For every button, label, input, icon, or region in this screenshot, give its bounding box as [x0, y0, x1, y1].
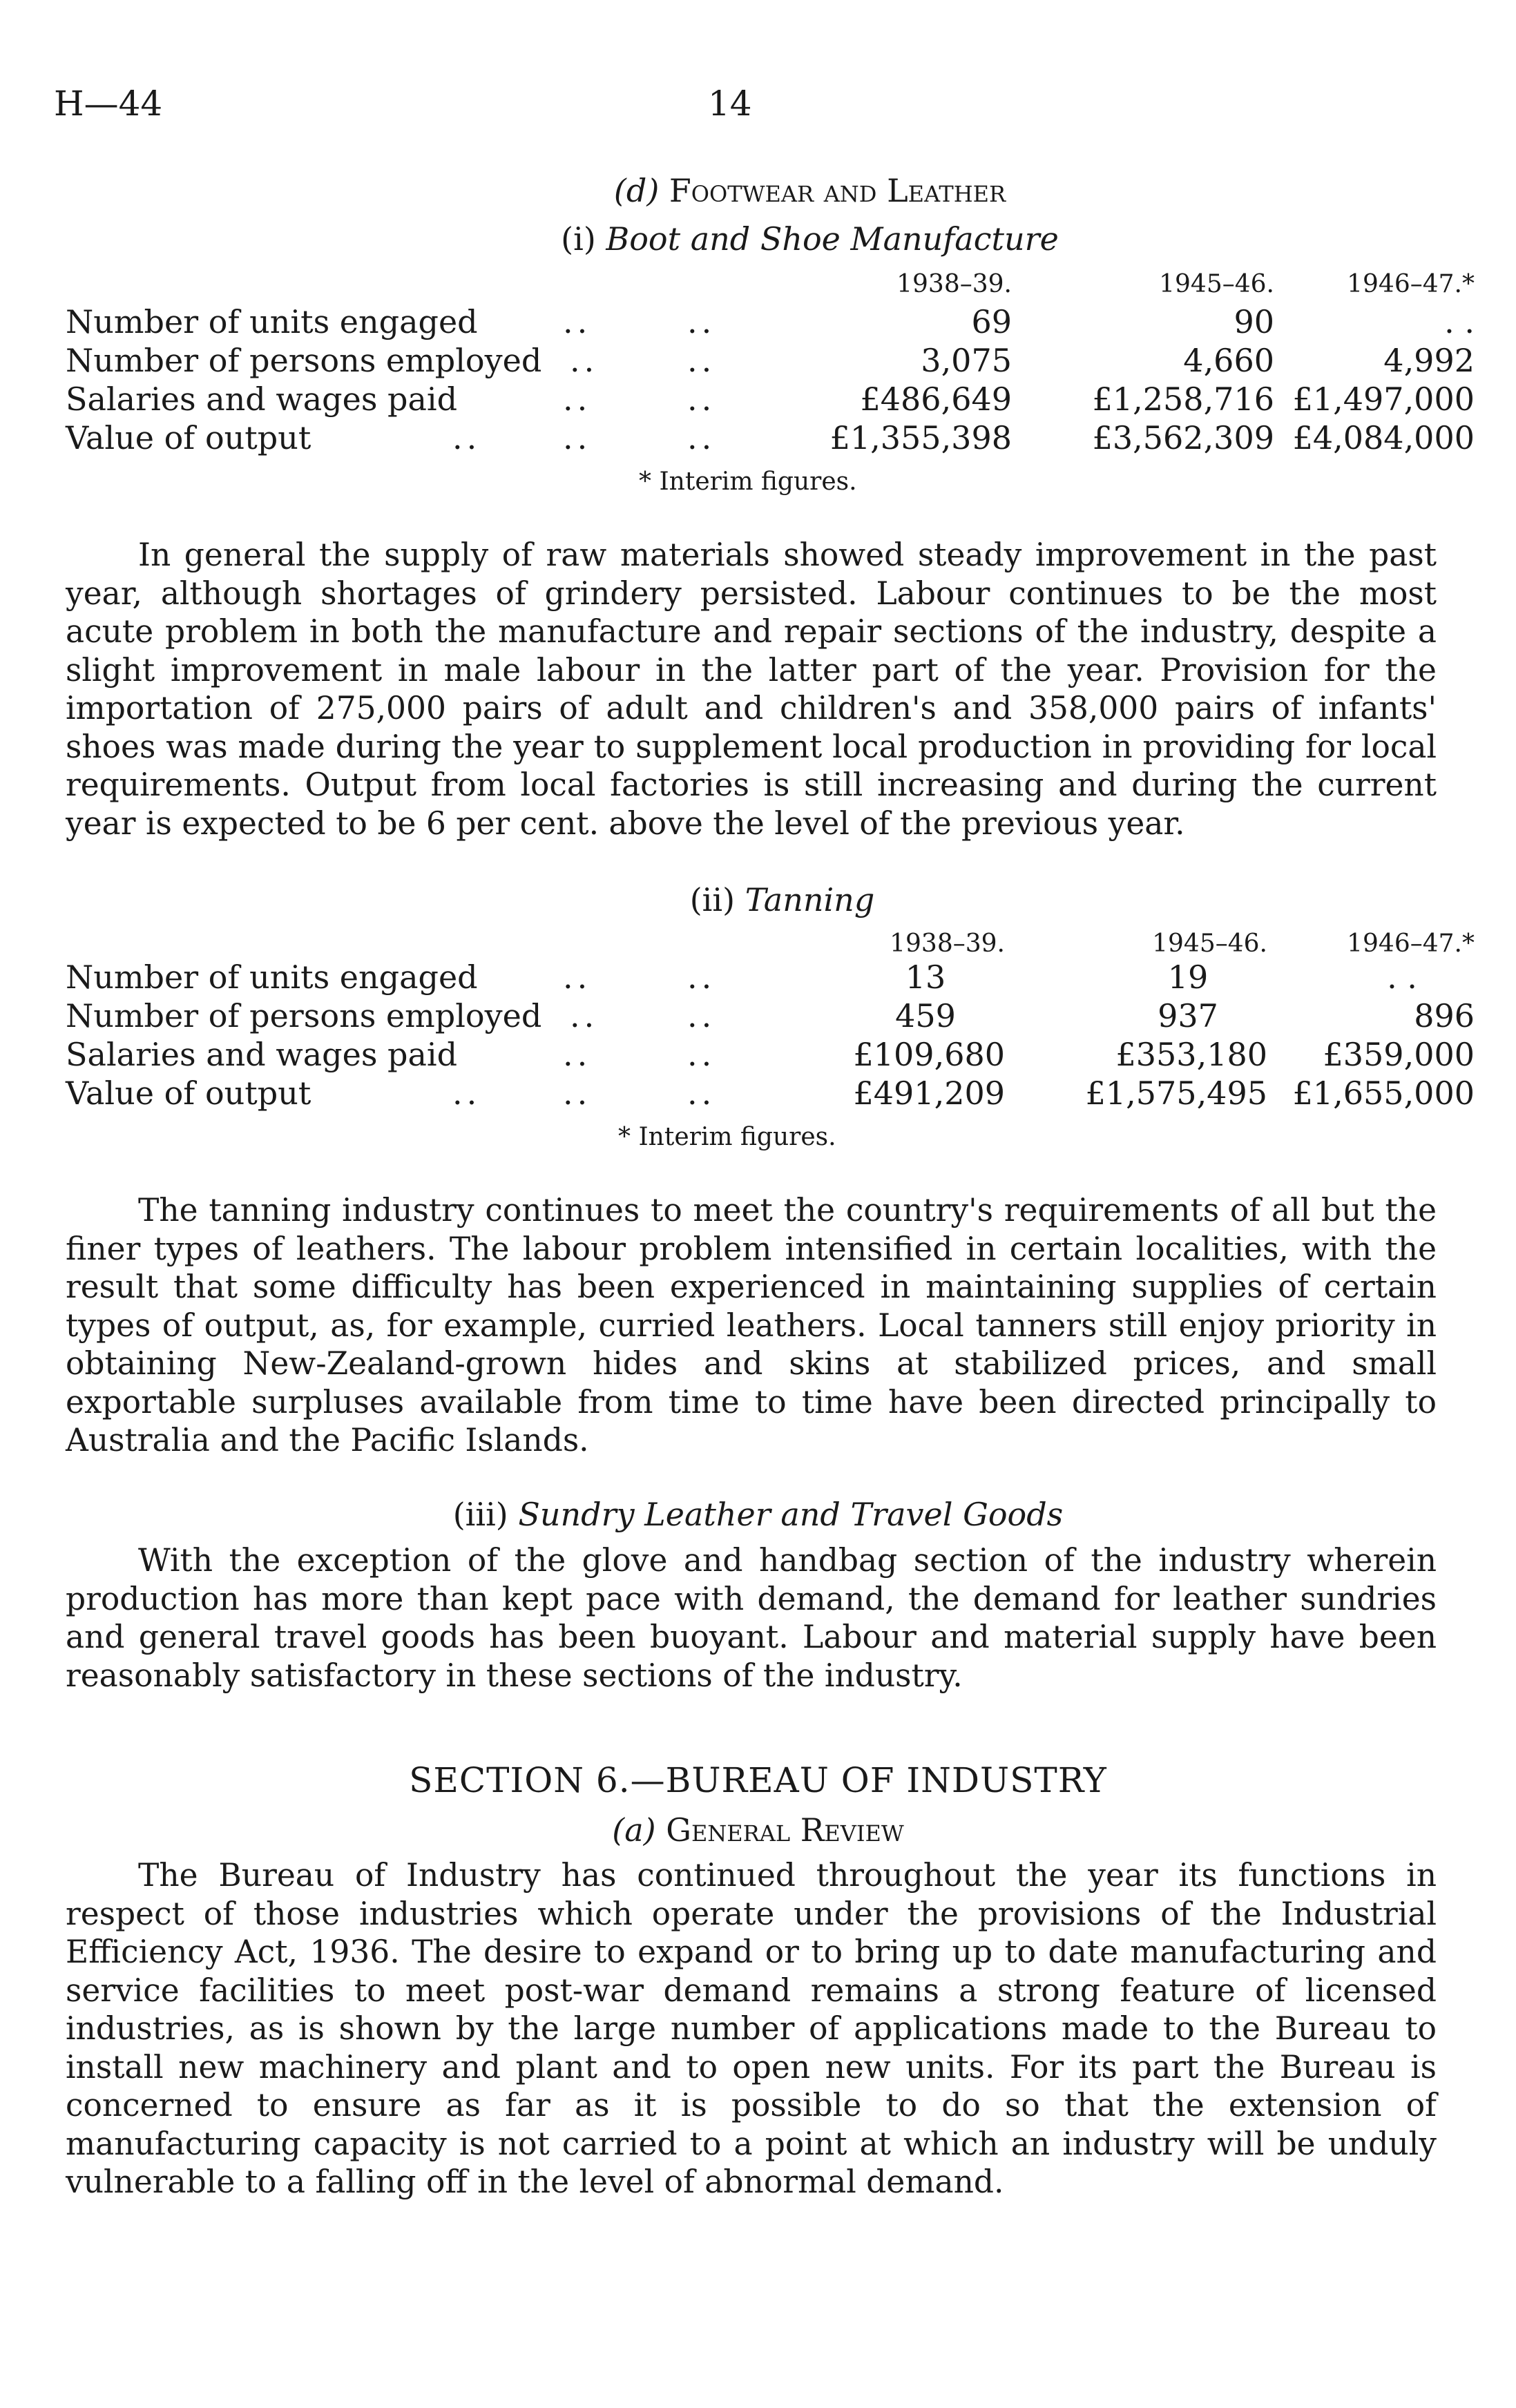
- table-row: [66, 1074, 1475, 1113]
- leader-dots: ..: [563, 381, 592, 418]
- bureau-review-paragraph: The Bureau of Industry has continued throughout the year its functions in respect of those industries which operate under the provisions of the Industrial Efficiency Act, 1936. The desire to expand or to bring up to date manufacturing and service facilities to meet post-war demand remains a strong feature of licensed industries, as is shown by the large number of applications made to the Bureau to install new machinery and plant and to open new units. For its part the Bureau is concerned to ensure as far as it is possible to do so that the extension of manufacturing capacity is not carried to a point at which an industry will be unduly vulnerable to a falling off in the level of abnormal demand.: [66, 1857, 1437, 2200]
- table-cell: 937: [1158, 997, 1218, 1034]
- table-cell: . .: [1444, 303, 1475, 340]
- leader-dots: ..: [563, 303, 592, 340]
- boot-shoe-table: [66, 269, 1475, 497]
- row-label: Value of output: [66, 419, 311, 456]
- subsection-ii-title: Tanning: [745, 881, 875, 918]
- table-cell: £486,649: [860, 381, 1012, 418]
- leader-dots: ..: [570, 997, 599, 1034]
- subsection-iii-prefix: (iii): [452, 1496, 508, 1533]
- table-cell: 13: [905, 959, 946, 996]
- column-header: 1946–47.*: [1347, 930, 1475, 958]
- table-cell: 69: [971, 303, 1012, 340]
- table-cell: £3,562,309: [1092, 419, 1274, 456]
- sundry-leather-paragraph: With the exception of the glove and handbag section of the industry wherein production has more than kept pace with demand, the demand for leather sundries and general travel goods has been buoyant. Labour and material supply have been reasonably satisfactory in these sections of the industry.: [66, 1542, 1437, 1694]
- table-footnote: * Interim figures.: [618, 1123, 836, 1151]
- table-row: [66, 418, 1475, 457]
- leader-dots: ..: [452, 1075, 481, 1112]
- subsection-i-heading: [0, 220, 1516, 258]
- leader-dots: ..: [687, 342, 716, 379]
- section-d-prefix: (d): [613, 172, 660, 209]
- tanning-paragraph: The tanning industry continues to meet the country's requirements of all but the finer types of leathers. The labour problem intensified in certain localities, with the result that some difficulty has been experienced in maintaining supplies of certain types of output, as, for example, curried leathers. Local tanners still enjoy priority in obtaining New-Zealand-grown hides and skins at stabilized prices, and small exportable surpluses available from time to time have been directed principally to Australia and the Pacific Islands.: [66, 1192, 1437, 1458]
- row-label: Salaries and wages paid: [66, 381, 458, 418]
- table-cell: £1,655,000: [1292, 1075, 1475, 1112]
- row-label: Number of units engaged: [66, 959, 478, 996]
- table-cell: 459: [895, 997, 956, 1034]
- row-label: Value of output: [66, 1075, 311, 1112]
- table-cell: £491,209: [853, 1075, 1005, 1112]
- table-row: [66, 1035, 1475, 1074]
- table-row: [66, 302, 1475, 341]
- table-cell: £359,000: [1323, 1036, 1475, 1073]
- table-cell: 896: [1414, 997, 1475, 1034]
- leader-dots: ..: [563, 1075, 592, 1112]
- column-header: 1945–46.: [1152, 930, 1267, 958]
- table-cell: 4,660: [1183, 342, 1274, 379]
- column-header: 1938–39.: [896, 270, 1012, 298]
- document-code: H—44: [54, 84, 163, 124]
- leader-dots: ..: [687, 959, 716, 996]
- leader-dots: ..: [452, 419, 481, 456]
- page-number: 14: [708, 84, 752, 124]
- column-header: 1945–46.: [1159, 270, 1274, 298]
- table-cell: 90: [1234, 303, 1274, 340]
- table-footnote: * Interim figures.: [639, 468, 857, 496]
- table-cell: £353,180: [1115, 1036, 1267, 1073]
- subsection-iii-heading: [0, 1495, 1516, 1534]
- leader-dots: ..: [687, 303, 716, 340]
- leader-dots: ..: [563, 1036, 592, 1073]
- leader-dots: ..: [563, 419, 592, 456]
- subsection-i-title: Boot and Shoe Manufacture: [606, 220, 1059, 258]
- leader-dots: ..: [687, 1036, 716, 1073]
- table-row: [66, 380, 1475, 418]
- row-label: Number of persons employed: [66, 342, 542, 379]
- table-cell: £1,258,716: [1092, 381, 1274, 418]
- leader-dots: ..: [687, 381, 716, 418]
- subsection-i-prefix: (i): [561, 220, 596, 258]
- table-row: [66, 341, 1475, 380]
- table-cell: £1,355,398: [829, 419, 1012, 456]
- table-cell: 3,075: [921, 342, 1012, 379]
- section-d-heading: [0, 171, 1516, 210]
- table-cell: . .: [1387, 959, 1417, 996]
- leader-dots: ..: [687, 419, 716, 456]
- table-cell: £1,575,495: [1085, 1075, 1267, 1112]
- column-header: 1938–39.: [890, 930, 1005, 958]
- subsection-ii-prefix: (ii): [689, 881, 736, 918]
- section-6a-heading: [0, 1811, 1516, 1849]
- leader-dots: ..: [687, 997, 716, 1034]
- row-label: Number of persons employed: [66, 997, 542, 1034]
- column-header: 1946–47.*: [1347, 270, 1475, 298]
- section-6a-prefix: (a): [612, 1811, 656, 1849]
- table-row: [66, 996, 1475, 1035]
- table-cell: £1,497,000: [1292, 381, 1475, 418]
- section-6-heading: SECTION 6.—BUREAU OF INDUSTRY: [409, 1760, 1107, 1800]
- section-6a-title: General Review: [666, 1811, 904, 1849]
- subsection-iii-title: Sundry Leather and Travel Goods: [518, 1496, 1064, 1533]
- section-d-title: Footwear and Leather: [669, 172, 1006, 209]
- leader-dots: ..: [570, 342, 599, 379]
- leader-dots: ..: [563, 959, 592, 996]
- table-cell: 4,992: [1383, 342, 1475, 379]
- table-cell: £109,680: [853, 1036, 1005, 1073]
- row-label: Number of units engaged: [66, 303, 478, 340]
- leader-dots: ..: [687, 1075, 716, 1112]
- table-row: [66, 958, 1475, 996]
- row-label: Salaries and wages paid: [66, 1036, 458, 1073]
- subsection-ii-heading: [0, 880, 1516, 919]
- table-cell: £4,084,000: [1292, 419, 1475, 456]
- boot-shoe-paragraph: In general the supply of raw materials showed steady improvement in the past year, although shortages of grindery persisted. Labour continues to be the most acute problem in both the manufacture and repair sections of the industry, despite a slight improvement in male labour in the latter part of the year. Provision for the importation of 275,000 pairs of adult and children's and 358,000 pairs of infants' shoes was made during the year to supplement local production in providing for local requirements. Output from local factories is still increasing and during the current year is expected to be 6 per cent. above the level of the previous year.: [66, 537, 1437, 842]
- table-cell: 19: [1167, 959, 1209, 996]
- tanning-table: [66, 929, 1475, 1157]
